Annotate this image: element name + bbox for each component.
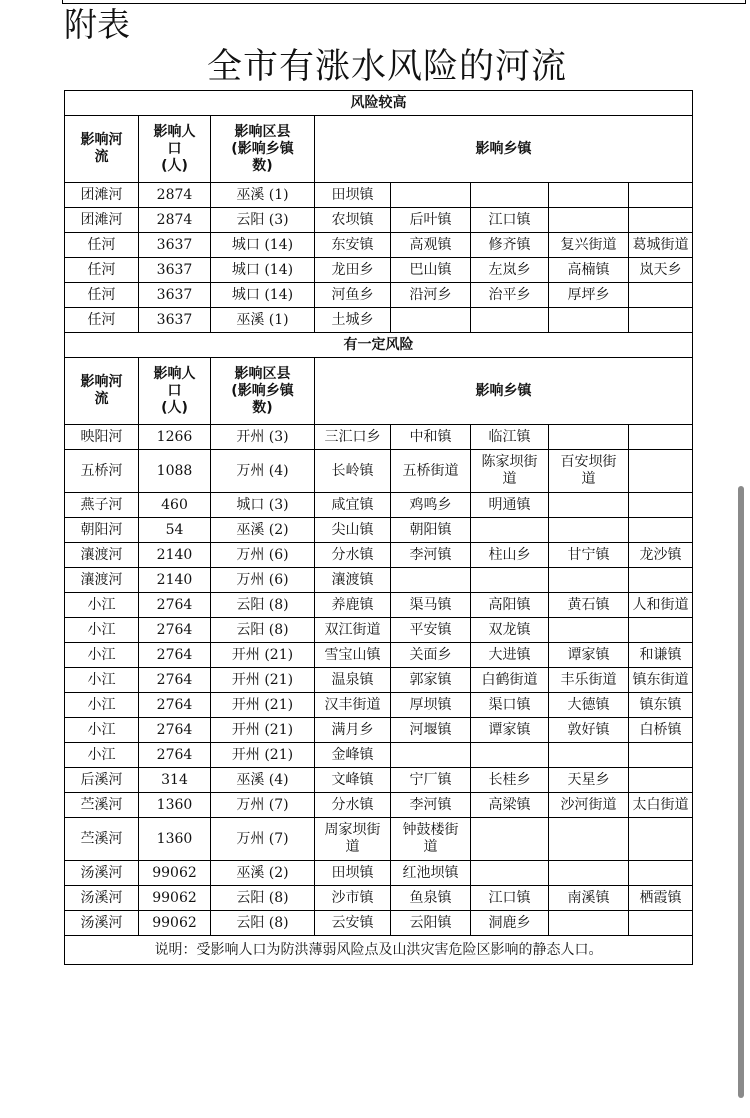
town-cell — [471, 818, 549, 861]
town-cell: 沿河乡 — [391, 283, 471, 308]
town-cell: 高楠镇 — [549, 258, 629, 283]
note-row — [65, 936, 693, 965]
town-cell: 三汇口乡 — [315, 425, 391, 450]
district-cell: 开州 (21) — [211, 743, 315, 768]
town-cell: 镇东镇 — [629, 693, 693, 718]
column-header-row — [65, 116, 693, 183]
river-cell: 小江 — [65, 718, 139, 743]
town-cell: 葛城街道 — [629, 233, 693, 258]
table-row — [65, 183, 693, 208]
population-cell: 1360 — [139, 818, 211, 861]
river-cell: 小江 — [65, 593, 139, 618]
page-top-border — [62, 0, 746, 4]
document-title: 全市有涨水风险的河流 — [206, 47, 567, 87]
town-cell: 谭家镇 — [471, 718, 549, 743]
population-cell: 460 — [139, 493, 211, 518]
table-row — [65, 308, 693, 333]
district-cell: 开州 (21) — [211, 643, 315, 668]
town-cell: 天星乡 — [549, 768, 629, 793]
river-cell: 瀼渡河 — [65, 543, 139, 568]
district-cell: 城口 (3) — [211, 493, 315, 518]
town-cell: 瀼渡镇 — [315, 568, 391, 593]
town-cell — [391, 183, 471, 208]
section-header-row — [65, 91, 693, 116]
river-cell: 瀼渡河 — [65, 568, 139, 593]
table-row — [65, 258, 693, 283]
town-cell: 宁厂镇 — [391, 768, 471, 793]
town-cell — [629, 208, 693, 233]
town-cell: 丰乐街道 — [549, 668, 629, 693]
river-cell: 团滩河 — [65, 183, 139, 208]
population-cell: 1360 — [139, 793, 211, 818]
town-cell: 巴山镇 — [391, 258, 471, 283]
town-cell — [629, 618, 693, 643]
population-cell: 2764 — [139, 593, 211, 618]
town-cell: 分水镇 — [315, 543, 391, 568]
town-cell: 太白街道 — [629, 793, 693, 818]
river-cell: 汤溪河 — [65, 861, 139, 886]
river-cell: 映阳河 — [65, 425, 139, 450]
table-row — [65, 743, 693, 768]
town-cell: 敦好镇 — [549, 718, 629, 743]
town-cell: 大德镇 — [549, 693, 629, 718]
town-cell: 文峰镇 — [315, 768, 391, 793]
town-cell — [629, 308, 693, 333]
town-cell: 雪宝山镇 — [315, 643, 391, 668]
town-cell: 黄石镇 — [549, 593, 629, 618]
table-row — [65, 886, 693, 911]
table-row — [65, 793, 693, 818]
river-cell: 小江 — [65, 643, 139, 668]
river-cell: 小江 — [65, 668, 139, 693]
district-cell: 万州 (4) — [211, 450, 315, 493]
town-cell: 沙市镇 — [315, 886, 391, 911]
town-cell: 周家坝街 道 — [315, 818, 391, 861]
header-population: 影响人 口 (人) — [139, 116, 211, 183]
town-cell: 白桥镇 — [629, 718, 693, 743]
town-cell: 洞鹿乡 — [471, 911, 549, 936]
town-cell: 渠马镇 — [391, 593, 471, 618]
town-cell — [629, 911, 693, 936]
appendix-label: 附表 — [64, 5, 130, 44]
header-district: 影响区县 (影响乡镇 数) — [211, 358, 315, 425]
town-cell: 李河镇 — [391, 793, 471, 818]
town-cell: 李河镇 — [391, 543, 471, 568]
table-note: 说明：受影响人口为防洪薄弱风险点及山洪灾害危险区影响的静态人口。 — [65, 936, 693, 965]
river-cell: 汤溪河 — [65, 886, 139, 911]
town-cell — [471, 183, 549, 208]
town-cell: 厚坪乡 — [549, 283, 629, 308]
town-cell: 明通镇 — [471, 493, 549, 518]
town-cell — [549, 183, 629, 208]
town-cell — [549, 208, 629, 233]
population-cell: 99062 — [139, 911, 211, 936]
district-cell: 城口 (14) — [211, 258, 315, 283]
district-cell: 巫溪 (4) — [211, 768, 315, 793]
town-cell — [629, 768, 693, 793]
table-row — [65, 818, 693, 861]
river-cell: 团滩河 — [65, 208, 139, 233]
town-cell — [471, 568, 549, 593]
river-cell: 朝阳河 — [65, 518, 139, 543]
district-cell: 万州 (7) — [211, 818, 315, 861]
population-cell: 2874 — [139, 208, 211, 233]
town-cell: 汉丰街道 — [315, 693, 391, 718]
population-cell: 2140 — [139, 568, 211, 593]
population-cell: 1088 — [139, 450, 211, 493]
town-cell: 鸡鸣乡 — [391, 493, 471, 518]
river-cell: 小江 — [65, 693, 139, 718]
river-cell: 任河 — [65, 283, 139, 308]
table-row — [65, 425, 693, 450]
town-cell: 江口镇 — [471, 208, 549, 233]
town-cell — [549, 308, 629, 333]
town-cell: 沙河街道 — [549, 793, 629, 818]
river-cell: 任河 — [65, 233, 139, 258]
table-row — [65, 911, 693, 936]
river-cell: 五桥河 — [65, 450, 139, 493]
header-towns: 影响乡镇 — [315, 358, 693, 425]
population-cell: 2764 — [139, 743, 211, 768]
risk-rivers-table — [64, 90, 693, 965]
town-cell: 农坝镇 — [315, 208, 391, 233]
town-cell: 和谦镇 — [629, 643, 693, 668]
table-row — [65, 643, 693, 668]
district-cell: 开州 (21) — [211, 693, 315, 718]
town-cell — [549, 518, 629, 543]
town-cell — [471, 308, 549, 333]
town-cell — [629, 518, 693, 543]
town-cell — [629, 818, 693, 861]
town-cell: 钟鼓楼街 道 — [391, 818, 471, 861]
town-cell: 复兴街道 — [549, 233, 629, 258]
district-cell: 云阳 (8) — [211, 593, 315, 618]
river-cell: 后溪河 — [65, 768, 139, 793]
town-cell: 土城乡 — [315, 308, 391, 333]
header-population: 影响人 口 (人) — [139, 358, 211, 425]
table-row — [65, 518, 693, 543]
town-cell: 长岭镇 — [315, 450, 391, 493]
town-cell: 后叶镇 — [391, 208, 471, 233]
table-row — [65, 768, 693, 793]
vertical-scrollbar[interactable] — [738, 486, 744, 1098]
river-cell: 小江 — [65, 743, 139, 768]
town-cell: 南溪镇 — [549, 886, 629, 911]
section-title: 有一定风险 — [65, 333, 693, 358]
town-cell: 百安坝街 道 — [549, 450, 629, 493]
river-cell: 汤溪河 — [65, 911, 139, 936]
population-cell: 3637 — [139, 258, 211, 283]
district-cell: 巫溪 (1) — [211, 183, 315, 208]
town-cell: 江口镇 — [471, 886, 549, 911]
table-row — [65, 668, 693, 693]
town-cell: 渠口镇 — [471, 693, 549, 718]
table-row — [65, 693, 693, 718]
town-cell: 厚坝镇 — [391, 693, 471, 718]
town-cell — [549, 568, 629, 593]
town-cell: 镇东街道 — [629, 668, 693, 693]
town-cell: 白鹤街道 — [471, 668, 549, 693]
town-cell: 高观镇 — [391, 233, 471, 258]
river-cell: 苎溪河 — [65, 793, 139, 818]
district-cell: 城口 (14) — [211, 233, 315, 258]
town-cell — [629, 743, 693, 768]
town-cell: 云安镇 — [315, 911, 391, 936]
table-row — [65, 718, 693, 743]
population-cell: 99062 — [139, 861, 211, 886]
town-cell: 鱼泉镇 — [391, 886, 471, 911]
population-cell: 2764 — [139, 618, 211, 643]
town-cell: 尖山镇 — [315, 518, 391, 543]
population-cell: 99062 — [139, 886, 211, 911]
table-row — [65, 861, 693, 886]
town-cell — [549, 818, 629, 861]
river-cell: 小江 — [65, 618, 139, 643]
town-cell: 陈家坝街 道 — [471, 450, 549, 493]
town-cell: 谭家镇 — [549, 643, 629, 668]
table-row — [65, 208, 693, 233]
town-cell — [391, 308, 471, 333]
town-cell — [629, 425, 693, 450]
town-cell: 河堰镇 — [391, 718, 471, 743]
town-cell: 满月乡 — [315, 718, 391, 743]
town-cell — [471, 861, 549, 886]
town-cell: 云阳镇 — [391, 911, 471, 936]
town-cell: 左岚乡 — [471, 258, 549, 283]
town-cell: 咸宜镇 — [315, 493, 391, 518]
population-cell: 314 — [139, 768, 211, 793]
town-cell — [549, 618, 629, 643]
town-cell: 田坝镇 — [315, 861, 391, 886]
town-cell — [549, 425, 629, 450]
town-cell: 长桂乡 — [471, 768, 549, 793]
district-cell: 巫溪 (2) — [211, 518, 315, 543]
population-cell: 3637 — [139, 233, 211, 258]
town-cell: 临江镇 — [471, 425, 549, 450]
population-cell: 2764 — [139, 668, 211, 693]
town-cell: 分水镇 — [315, 793, 391, 818]
district-cell: 云阳 (8) — [211, 618, 315, 643]
town-cell: 修齐镇 — [471, 233, 549, 258]
town-cell — [549, 861, 629, 886]
header-river: 影响河 流 — [65, 116, 139, 183]
town-cell — [549, 743, 629, 768]
town-cell — [391, 568, 471, 593]
district-cell: 开州 (3) — [211, 425, 315, 450]
town-cell: 柱山乡 — [471, 543, 549, 568]
town-cell: 栖霞镇 — [629, 886, 693, 911]
town-cell — [629, 861, 693, 886]
town-cell — [629, 450, 693, 493]
district-cell: 巫溪 (2) — [211, 861, 315, 886]
river-cell: 任河 — [65, 308, 139, 333]
section-header-row — [65, 333, 693, 358]
town-cell — [549, 911, 629, 936]
town-cell: 红池坝镇 — [391, 861, 471, 886]
header-river: 影响河 流 — [65, 358, 139, 425]
river-cell: 燕子河 — [65, 493, 139, 518]
table-row — [65, 493, 693, 518]
town-cell — [471, 518, 549, 543]
town-cell — [629, 183, 693, 208]
town-cell — [391, 743, 471, 768]
table-row — [65, 543, 693, 568]
population-cell: 3637 — [139, 308, 211, 333]
town-cell: 治平乡 — [471, 283, 549, 308]
population-cell: 1266 — [139, 425, 211, 450]
town-cell — [629, 568, 693, 593]
town-cell: 中和镇 — [391, 425, 471, 450]
town-cell — [629, 283, 693, 308]
district-cell: 巫溪 (1) — [211, 308, 315, 333]
town-cell: 郭家镇 — [391, 668, 471, 693]
town-cell: 龙沙镇 — [629, 543, 693, 568]
town-cell: 甘宁镇 — [549, 543, 629, 568]
district-cell: 云阳 (8) — [211, 911, 315, 936]
town-cell: 高阳镇 — [471, 593, 549, 618]
column-header-row — [65, 358, 693, 425]
table-row — [65, 568, 693, 593]
town-cell: 人和街道 — [629, 593, 693, 618]
town-cell: 东安镇 — [315, 233, 391, 258]
population-cell: 2764 — [139, 718, 211, 743]
district-cell: 万州 (6) — [211, 568, 315, 593]
district-cell: 万州 (7) — [211, 793, 315, 818]
town-cell: 龙田乡 — [315, 258, 391, 283]
town-cell: 大进镇 — [471, 643, 549, 668]
district-cell: 万州 (6) — [211, 543, 315, 568]
population-cell: 54 — [139, 518, 211, 543]
river-cell: 任河 — [65, 258, 139, 283]
town-cell — [549, 493, 629, 518]
table-row — [65, 593, 693, 618]
district-cell: 开州 (21) — [211, 668, 315, 693]
table-row — [65, 283, 693, 308]
section-title: 风险较高 — [65, 91, 693, 116]
town-cell: 田坝镇 — [315, 183, 391, 208]
town-cell — [629, 493, 693, 518]
town-cell: 河鱼乡 — [315, 283, 391, 308]
town-cell: 平安镇 — [391, 618, 471, 643]
table-row — [65, 233, 693, 258]
town-cell: 金峰镇 — [315, 743, 391, 768]
population-cell: 2874 — [139, 183, 211, 208]
population-cell: 2140 — [139, 543, 211, 568]
population-cell: 2764 — [139, 693, 211, 718]
town-cell: 养鹿镇 — [315, 593, 391, 618]
population-cell: 2764 — [139, 643, 211, 668]
header-towns: 影响乡镇 — [315, 116, 693, 183]
river-cell: 苎溪河 — [65, 818, 139, 861]
town-cell: 朝阳镇 — [391, 518, 471, 543]
district-cell: 城口 (14) — [211, 283, 315, 308]
town-cell: 关面乡 — [391, 643, 471, 668]
district-cell: 云阳 (3) — [211, 208, 315, 233]
town-cell: 五桥街道 — [391, 450, 471, 493]
town-cell: 双江街道 — [315, 618, 391, 643]
town-cell: 双龙镇 — [471, 618, 549, 643]
header-district: 影响区县 (影响乡镇 数) — [211, 116, 315, 183]
district-cell: 开州 (21) — [211, 718, 315, 743]
town-cell — [471, 743, 549, 768]
town-cell: 温泉镇 — [315, 668, 391, 693]
table-row — [65, 618, 693, 643]
district-cell: 云阳 (8) — [211, 886, 315, 911]
population-cell: 3637 — [139, 283, 211, 308]
table-row — [65, 450, 693, 493]
town-cell: 岚天乡 — [629, 258, 693, 283]
town-cell: 高梁镇 — [471, 793, 549, 818]
